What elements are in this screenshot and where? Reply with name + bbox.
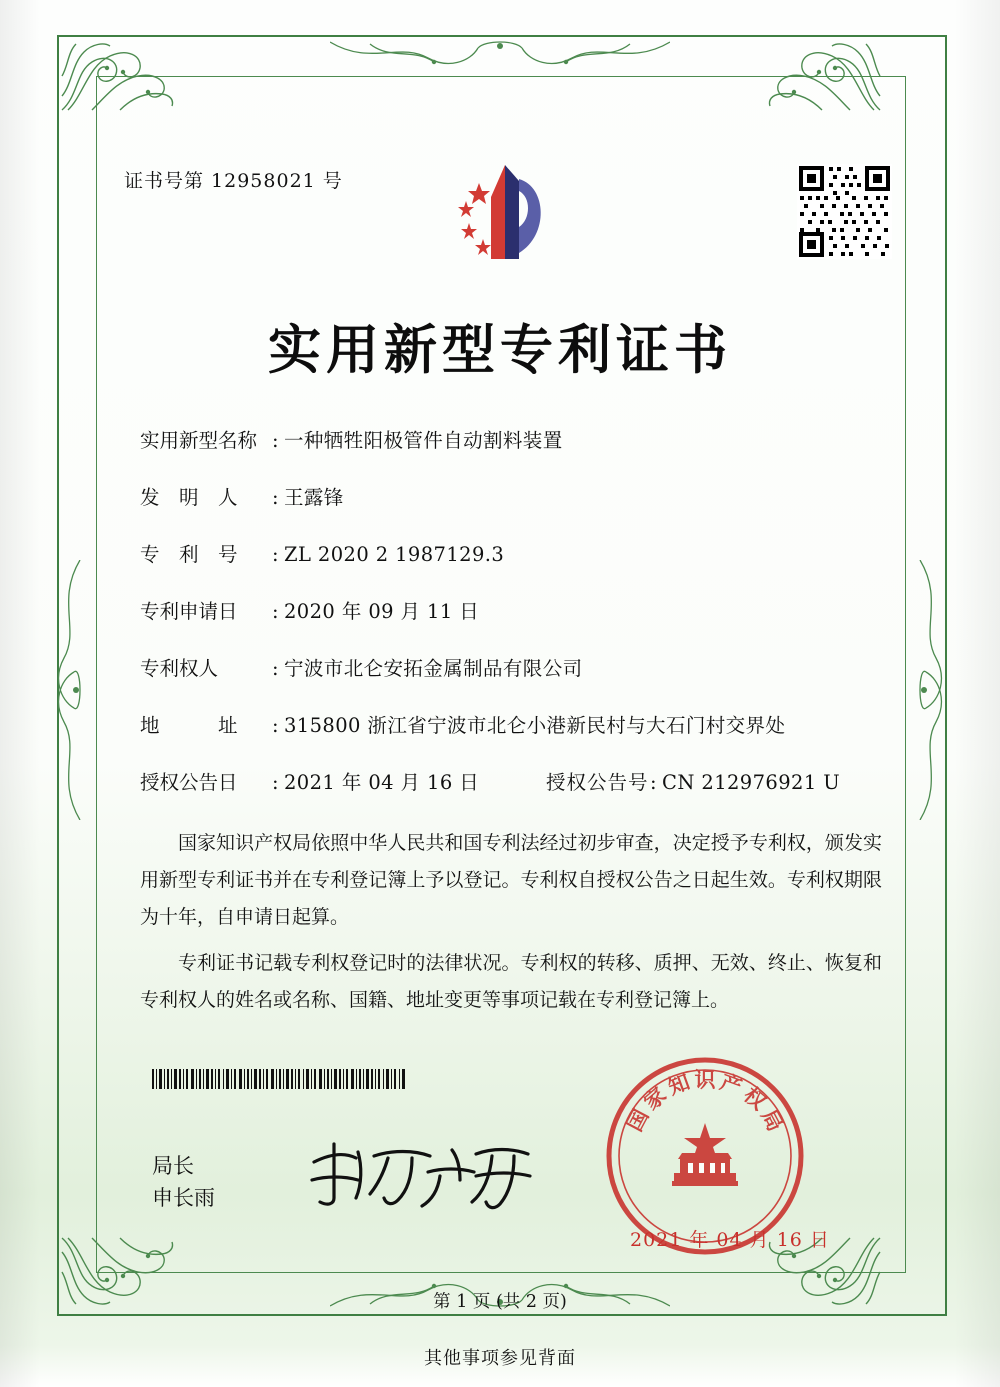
signature-name: 申长雨 xyxy=(152,1186,215,1210)
field-row xyxy=(140,653,880,710)
field-value: ZL 2020 2 1987129.3 xyxy=(284,543,505,566)
field-row xyxy=(140,710,880,767)
field-label: 专 利 号 xyxy=(140,543,238,566)
field-value: 宁波市北仑安拓金属制品有限公司 xyxy=(284,657,583,680)
legal-text-block xyxy=(140,825,882,1019)
signature-title: 局长 xyxy=(152,1154,194,1178)
field-value: 315800 浙江省宁波市北仑小港新民村与大石门村交界处 xyxy=(284,714,786,737)
corner-ornament-icon xyxy=(58,36,178,114)
field-row xyxy=(140,482,880,539)
svg-text:产: 产 xyxy=(717,1068,746,1100)
field-label: 专利申请日 xyxy=(140,600,238,623)
edge-ornament-icon xyxy=(914,560,960,820)
field-colon: : xyxy=(272,600,279,623)
paper-edge-shadow-left xyxy=(0,0,40,1387)
paragraph: 专利证书记载专利权登记时的法律状况。专利权的转移、质押、无效、终止、恢复和专利权人的姓名或名称、国籍、地址变更等事项记载在专利登记簿上。 xyxy=(140,952,882,1011)
field-label: 专利权人 xyxy=(140,657,219,680)
field-row xyxy=(140,539,880,596)
field-colon: : xyxy=(650,771,657,794)
signature-block xyxy=(152,1150,215,1214)
svg-text:国: 国 xyxy=(621,1104,654,1136)
field-value: 2020 年 09 月 11 日 xyxy=(284,600,480,623)
field-label: 授权公告日 xyxy=(140,771,238,794)
field-label: 发 明 人 xyxy=(140,486,238,509)
qr-code-icon xyxy=(797,164,892,259)
field-colon: : xyxy=(272,714,279,737)
cnipa-logo-icon xyxy=(443,157,568,267)
svg-text:家: 家 xyxy=(638,1081,671,1115)
page-title: 实用新型专利证书 xyxy=(268,319,732,381)
field-label-secondary: 授权公告号 xyxy=(546,771,649,794)
svg-text:识: 识 xyxy=(694,1067,716,1092)
paragraph: 国家知识产权局依照中华人民共和国专利法经过初步审查，决定授予专利权，颁发实用新型专利证书并在专利登记簿上予以登记。专利权自授权公告之日起生效。专利权期限为十年，自申请日起算。 xyxy=(140,832,882,928)
field-value-secondary: CN 212976921 U xyxy=(662,771,841,794)
field-value: 一种牺牲阳极管件自动割料装置 xyxy=(284,429,563,452)
svg-text:权: 权 xyxy=(739,1081,772,1115)
certificate-number: 证书号第 12958021 号 xyxy=(124,170,343,192)
seal-date: 2021 年 04 月 16 日 xyxy=(630,1229,830,1251)
barcode-icon xyxy=(152,1069,406,1089)
field-label: 实用新型名称 xyxy=(140,429,258,452)
field-label: 地 址 xyxy=(140,714,238,737)
edge-ornament-icon xyxy=(330,36,670,82)
field-colon: : xyxy=(272,486,279,509)
corner-ornament-icon xyxy=(764,36,884,114)
fields-block xyxy=(140,425,880,824)
field-row xyxy=(140,425,880,482)
paper-edge-shadow-right xyxy=(954,0,1000,1387)
field-colon: : xyxy=(272,543,279,566)
field-row-pair xyxy=(140,767,880,824)
field-colon: : xyxy=(272,429,279,452)
svg-text:知: 知 xyxy=(664,1068,693,1100)
field-row xyxy=(140,596,880,653)
page-number: 第 1 页 (共 2 页) xyxy=(433,1292,567,1312)
field-colon: : xyxy=(272,771,279,794)
field-colon: : xyxy=(272,657,279,680)
handwritten-signature-icon xyxy=(300,1132,550,1212)
edge-ornament-icon xyxy=(40,560,86,820)
footer-note: 其他事项参见背面 xyxy=(424,1348,576,1369)
field-value: 王露锋 xyxy=(284,486,344,509)
field-value: 2021 年 04 月 16 日 xyxy=(284,771,480,794)
svg-text:局: 局 xyxy=(756,1104,789,1136)
